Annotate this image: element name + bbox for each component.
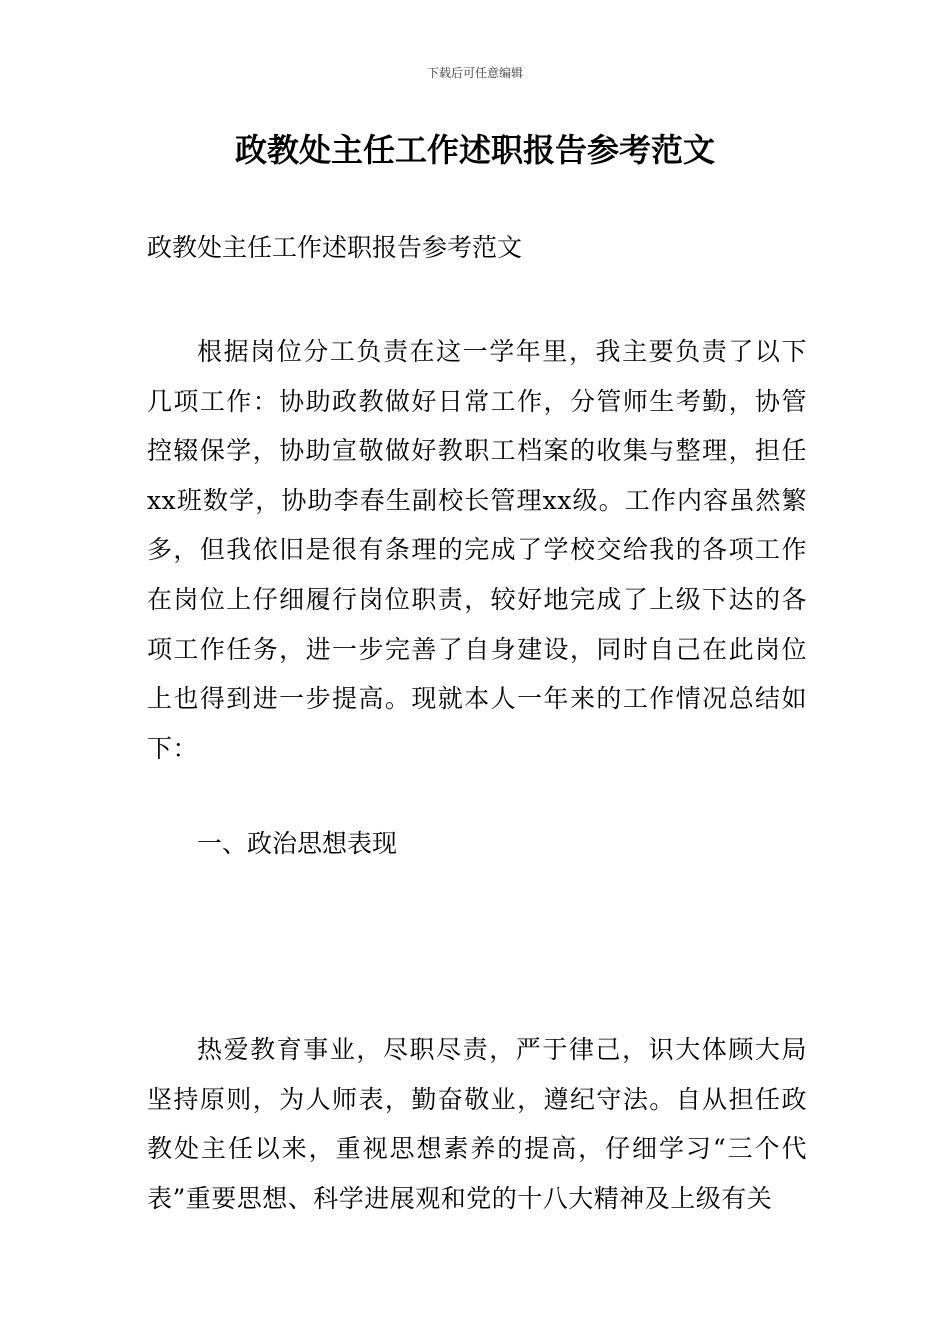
section-heading: 一、政治思想表现	[197, 829, 398, 858]
header-note: 下载后可任意编辑	[426, 66, 523, 80]
document-subtitle: 政教处主任工作述职报告参考范文	[147, 233, 523, 262]
document-title: 政教处主任工作述职报告参考范文	[234, 131, 715, 169]
body-paragraph: 热爱教育事业，尽职尽责，严于律己，识大体顾大局坚持原则，为人师表，勤奋敬业，遵纪守法。自从担任政教处主任以来，重视思想素养的提高，仔细学习“三个代表”重要思想、科学进展观和党的十八大精神及上级有关	[147, 1035, 807, 1213]
intro-paragraph: 根据岗位分工负责在这一学年里，我主要负责了以下几项工作：协助政教做好日常工作，分管师生考勤，协管控辍保学，协助宣敬做好教职工档案的收集与整理，担任xx班数学，协助李春生副校长管理xx级。工作内容虽然繁多，但我依旧是很有条理的完成了学校交给我的各项工作在岗位上仔细履行岗位职责，较好地完成了上级下达的各项工作任务，进一步完善了自身建设，同时自己在此岗位上也得到进一步提高。现就本人一年来的工作情况总结如下：	[147, 337, 807, 763]
